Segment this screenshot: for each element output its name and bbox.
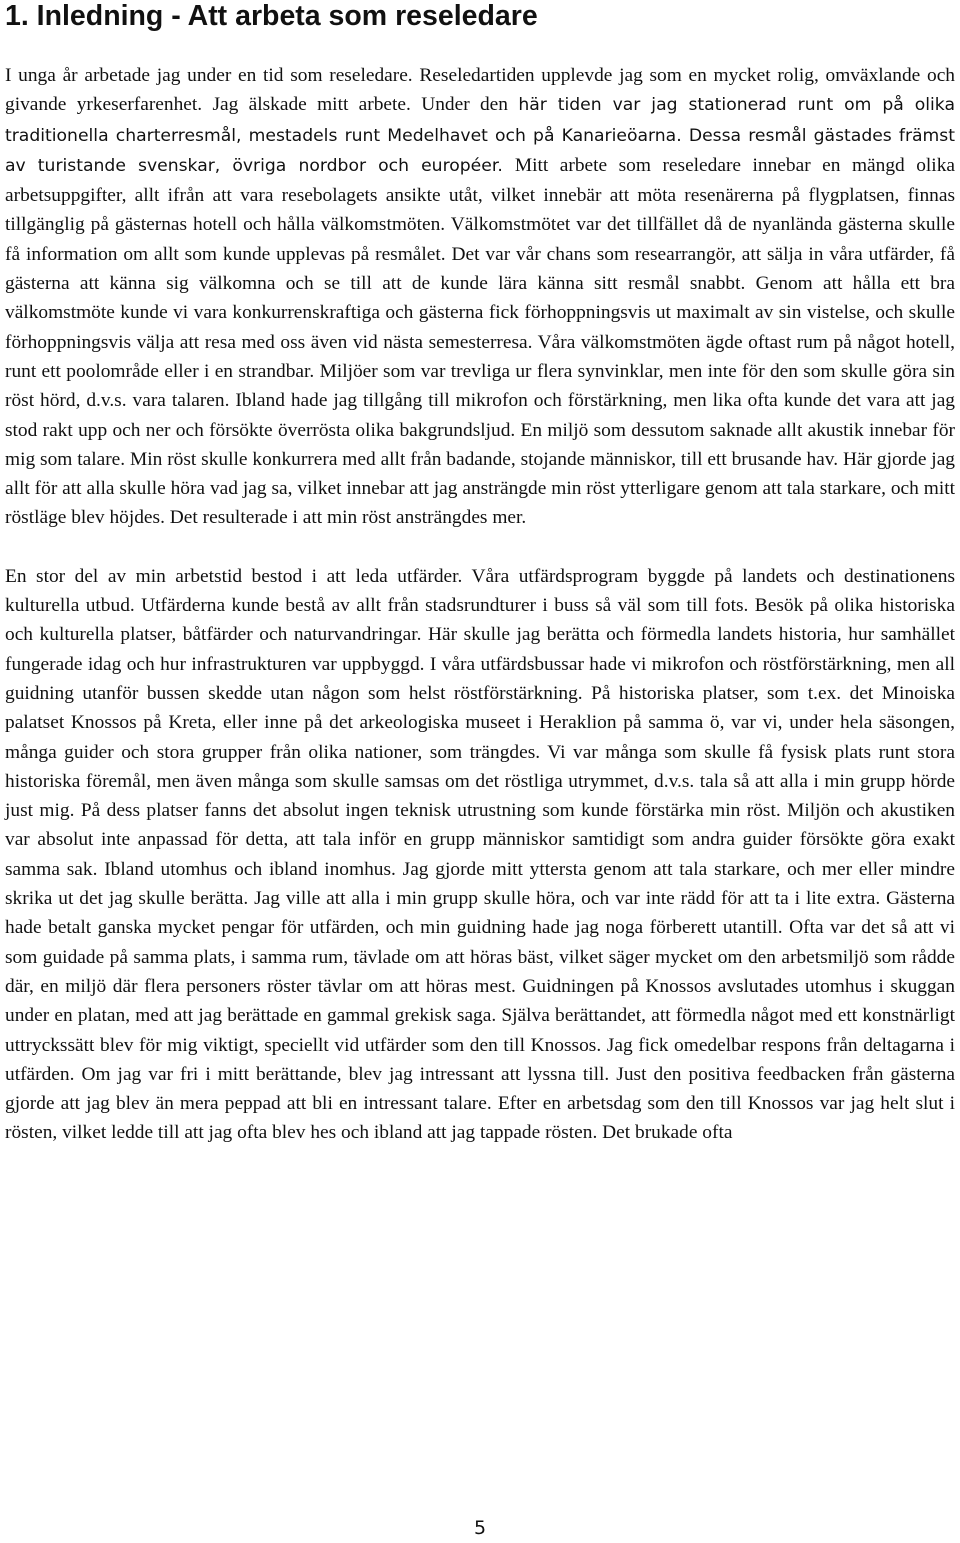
paragraph-1 [5,61,955,533]
paragraph-1-segment: Mitt arbete som reseledare innebar en mängd olika arbetsuppgifter, allt ifrån att vara resebolagets ansikte utåt, vilket innebär att möta resenärerna på flygplatsen, finnas tillgänglig på gästernas hotell och hålla välkomstmöten. Välkomstmötet var det tillfället då de nyanlända gästerna skulle få information om allt som kunde upplevas på resmålet. [5,154,955,265]
paragraph-1-segment: Genom att hålla ett bra välkomstmöte kunde vi vara konkurrenskraftiga och gästerna fick förhoppningsvis ut maximalt av sin vistelse, och skulle förhoppningsvis välja att resa med oss även vid nästa semesterresa. Våra välkomstmöten ägde oftast rum på något hotell, runt ett poolområde eller i en strandbar. Miljöer som var trevliga ur flera synvinklar, men inte för den som skulle göra sin röst hörd, d.v.s. vara talaren. Ibland hade jag tillgång till mikrofon och förstärkning, men lika ofta kunde det vara att jag stod rakt upp och ner och försökte överrösta olika bakgrundsljud. En miljö som dessutom saknade allt akustik innebar för mig som talare. Min röst skulle konkurrera med allt från badande, stojande människor, till ett brusande hav. Här gjorde jag allt för att alla skulle höra vad jag sa, vilket innebar att jag ansträngde min röst ytterligare genom att tala starkare, och mitt röstläge blev höjdes. Det resulterade i att min röst ansträngdes mer. [5,273,955,529]
chapter-heading: 1. Inledning - Att arbeta som reseledare [5,0,538,32]
paragraph-2 [5,562,955,1148]
paragraph-1-segment: här tiden var jag stationerad runt om på olika traditionella charterresmål, mestadels runt Medelhavet och på Kanarieöarna. Dessa resmål gästades främst av turistande svenskar, övriga nordbor och européer. [5,95,955,176]
paragraph-1-segment: I unga år arbetade jag under en tid som reseledare. Reseledartiden upplevde jag som en mycket rolig, omväxlande och givande yrkeserfarenhet. Jag älskade mitt arbete. Under den [5,65,955,116]
document-page [5,0,955,1148]
paragraph-1-segment: Det var vår chans som researrangör, att sälja in våra utfärder, få gästerna att känna sig välkomna och se till att de kunde lära känna sitt resmål snabbt. [5,243,955,295]
paragraph-2-segment: En stor del av min arbetstid bestod i att leda utfärder. Våra utfärdsprogram byggde på landets och destinationens kulturella utbud. Utfärderna kunde bestå av allt från stadsrundturer i buss så väl som till fots. Besök på olika historiska och kulturella platser, båtfärder och naturvandringar. Här skulle jag berätta och förmedla landets historia, hur samhället fungerade idag och hur infrastrukturen var uppbyggd. I våra utfärdsbussar hade vi mikrofon och röstförstärkning, men all guidning utanför bussen skedde utan någon som helst röstförstärkning. På historiska platser, som t.ex. det Minoiska palatset Knossos på Kreta, eller inne på det arkeologiska museet i Heraklion på samma ö, var vi, under hela säsongen, många guider och stora grupper från olika nationer, som trängdes. Vi var många som skulle få fysisk plats runt stora historiska föremål, men även många som skulle samsas om det röstliga utrymmet, d.v.s. tala så att alla i min grupp hörde just mig. På dess platser fanns det absolut ingen teknisk utrustning som kunde förstärka min röst. Miljön och akustiken var absolut inte anpassad för detta, att tala inför en grupp människor samtidigt som andra guider försökte göra exakt samma sak. Ibland utomhus och ibland inomhus. Jag gjorde mitt yttersta genom att tala starkare, och mer eller mindre skrika ut det jag skulle berätta. Jag ville att alla i min grupp skulle höra, och var inte rädd för att ta i lite extra. Gästerna hade betalt ganska mycket pengar för utfärden, och min guidning hade jag noga förberett utantill. Ofta var det så att vi som guidade på samma plats, i samma rum, tävlade om att höras bäst, vilket säger mycket om den arbetsmiljö som rådde där, en miljö där flera personers röster tävlar om att höras mest. Guidningen på Knossos avslutades utomhus i skuggan under en platan, med att jag berättade en gammal grekisk saga. Själva berättandet, att förmedla något med ett konstnärligt uttryckssätt blev för mig viktigt, speciellt vid utfärder som den till Knossos. Jag fick omedelbar respons från deltagarna i utfärden. Om jag var fri i mitt berättande, blev jag intressant att lyssna till. Just den positiva feedbacken från gästerna gjorde att jag blev än mera peppad att bli en intressant talare. Efter en arbetsdag som den till Knossos var jag helt slut i rösten, vilket ledde till att jag ofta blev hes och ibland att jag tappade rösten. Det brukade ofta [5,565,955,1144]
page-number: 5 [473,1517,487,1539]
